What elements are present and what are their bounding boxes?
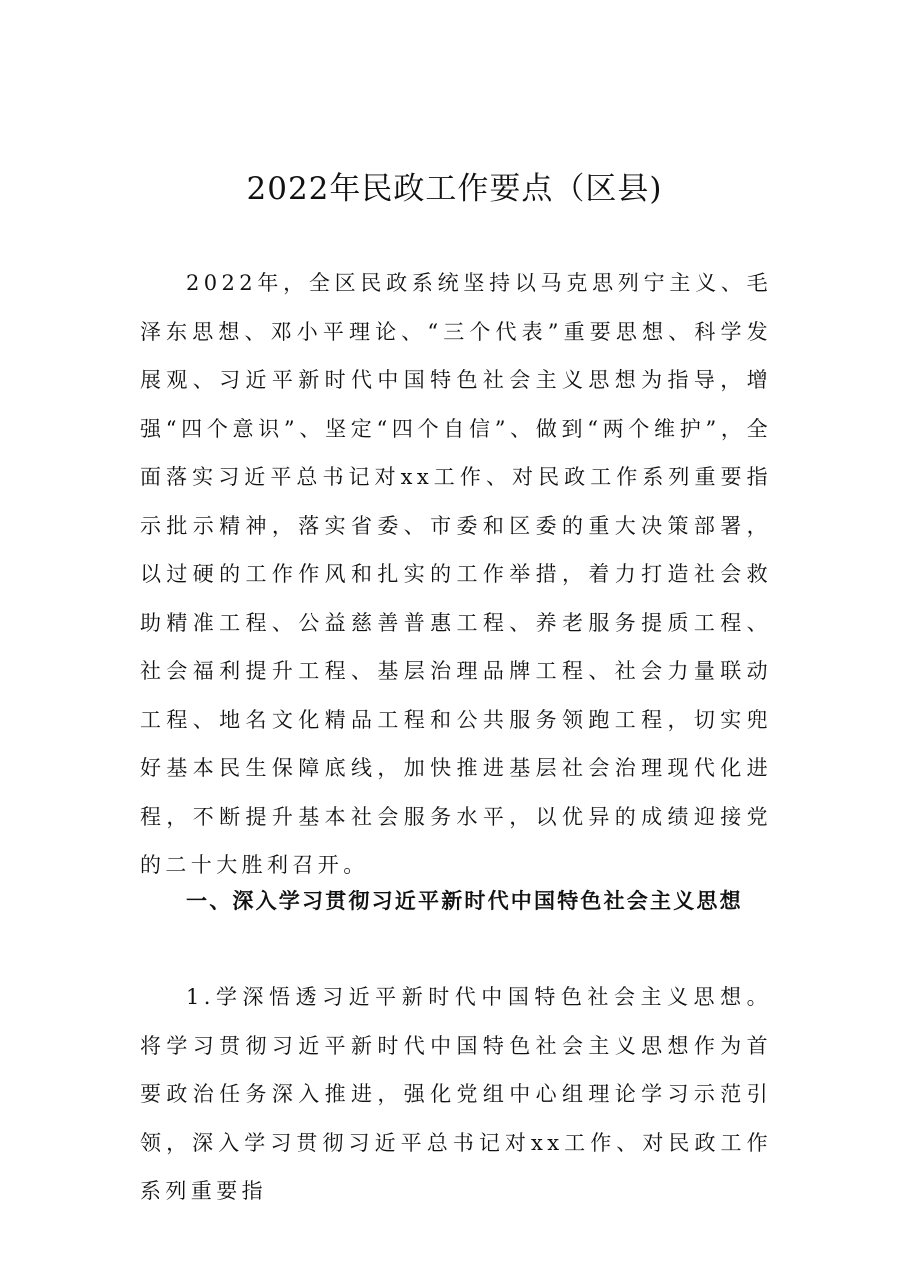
item-paragraph: 1.学深悟透习近平新时代中国特色社会主义思想。将学习贯彻习近平新时代中国特色社会主义思想作为首要政治任务深入推进，强化党组中心组理论学习示范引领，深入学习贯彻习近平总书记对xx工作、对民政工作系列重要指 bbox=[140, 985, 772, 1203]
section-heading: 一、深入学习贯彻习近平新时代中国特色社会主义思想 bbox=[186, 889, 743, 913]
document-title: 2022年民政工作要点（区县) bbox=[246, 171, 663, 207]
intro-paragraph: 2022年，全区民政系统坚持以马克思列宁主义、毛泽东思想、邓小平理论、“三个代表”重要思想、科学发展观、习近平新时代中国特色社会主义思想为指导，增强“四个意识”、坚定“四个自信”、做到“两个维护”，全面落实习近平总书记对xx工作、对民政工作系列重要指示批示精神，落实省委、市委和区委的重大决策部署，以过硬的工作作风和扎实的工作举措，着力打造社会救助精准工程、公益慈善普惠工程、养老服务提质工程、社会福利提升工程、基层治理品牌工程、社会力量联动工程、地名文化精品工程和公共服务领跑工程，切实兜好基本民生保障底线，加快推进基层社会治理现代化进程，不断提升基本社会服务水平，以优异的成绩迎接党的二十大胜利召开。 bbox=[140, 271, 772, 877]
